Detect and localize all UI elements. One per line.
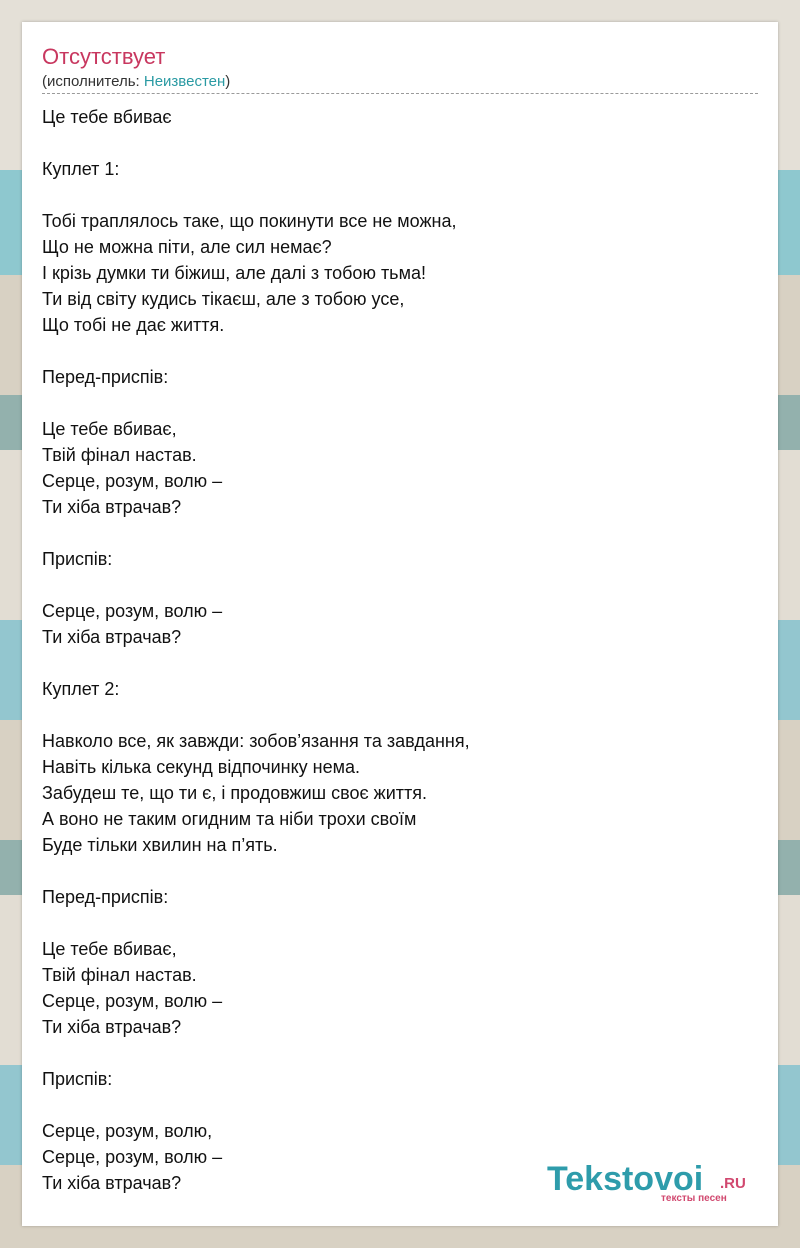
lyrics-body xyxy=(42,104,758,1196)
lyric-line: Це тебе вбиває, xyxy=(42,419,177,439)
lyric-line: Це тебе вбиває xyxy=(42,107,172,127)
lyric-line: Куплет 1: xyxy=(42,159,120,179)
lyric-blank-line xyxy=(42,572,758,598)
meta-prefix: (исполнитель: xyxy=(42,73,144,90)
lyric-blank-line xyxy=(42,338,758,364)
lyric-line: Серце, розум, волю – xyxy=(42,601,223,621)
lyric-line: Серце, розум, волю – xyxy=(42,1147,223,1167)
lyric-blank-line xyxy=(42,390,758,416)
lyric-line: Серце, розум, волю – xyxy=(42,471,223,491)
lyric-line: Твій фінал настав. xyxy=(42,445,197,465)
lyric-line: Перед-приспів: xyxy=(42,887,169,907)
lyric-line: Серце, розум, волю, xyxy=(42,1121,213,1141)
artist-link[interactable]: Неизвестен xyxy=(143,73,226,90)
lyric-line: Приспів: xyxy=(42,549,113,569)
lyric-blank-line xyxy=(42,520,758,546)
lyric-blank-line xyxy=(42,182,758,208)
lyric-line: Що тобі не дає життя. xyxy=(42,315,225,335)
lyric-line: Буде тільки хвилин на п’ять. xyxy=(42,835,278,855)
lyric-blank-line xyxy=(42,650,758,676)
song-title: Отсутствует xyxy=(42,44,166,69)
lyric-line: Навіть кілька секунд відпочинку нема. xyxy=(42,757,360,777)
lyric-blank-line xyxy=(42,702,758,728)
lyric-blank-line xyxy=(42,130,758,156)
lyric-line: Ти хіба втрачав? xyxy=(42,497,182,517)
lyric-line: Твій фінал настав. xyxy=(42,965,197,985)
site-logo[interactable] xyxy=(547,1160,747,1204)
lyric-line: Що не можна піти, але сил немає? xyxy=(42,237,332,257)
lyric-blank-line xyxy=(42,910,758,936)
logo-domain: .RU xyxy=(720,1175,746,1192)
lyric-line: І крізь думки ти біжиш, але далі з тобою тьма! xyxy=(42,263,426,283)
meta-suffix: ) xyxy=(225,73,231,90)
lyric-line: Навколо все, як завжди: зобов’язання та завдання, xyxy=(42,731,470,751)
lyric-line: Це тебе вбиває, xyxy=(42,939,177,959)
logo-wordmark: Tekstovoi xyxy=(547,1160,704,1198)
lyric-line: Ти від світу кудись тікаєш, але з тобою усе, xyxy=(42,289,405,309)
lyric-line: Ти хіба втрачав? xyxy=(42,1017,182,1037)
logo-tagline: тексты песен xyxy=(661,1193,727,1204)
lyric-line: Перед-приспів: xyxy=(42,367,169,387)
lyric-line: Ти хіба втрачав? xyxy=(42,1173,182,1193)
lyric-blank-line xyxy=(42,1040,758,1066)
lyric-line: Забудеш те, що ти є, і продовжиш своє життя. xyxy=(42,783,427,803)
lyric-line: Тобі траплялось таке, що покинути все не можна, xyxy=(42,211,457,231)
song-meta xyxy=(42,72,230,92)
lyrics-card xyxy=(22,22,778,1226)
lyric-line: Приспів: xyxy=(42,1069,113,1089)
lyric-blank-line xyxy=(42,858,758,884)
lyric-blank-line xyxy=(42,1092,758,1118)
lyric-line: Серце, розум, волю – xyxy=(42,991,223,1011)
lyric-line: А воно не таким огидним та ніби трохи своїм xyxy=(42,809,417,829)
lyric-line: Ти хіба втрачав? xyxy=(42,627,182,647)
lyric-line: Куплет 2: xyxy=(42,679,120,699)
header-divider xyxy=(42,93,758,94)
